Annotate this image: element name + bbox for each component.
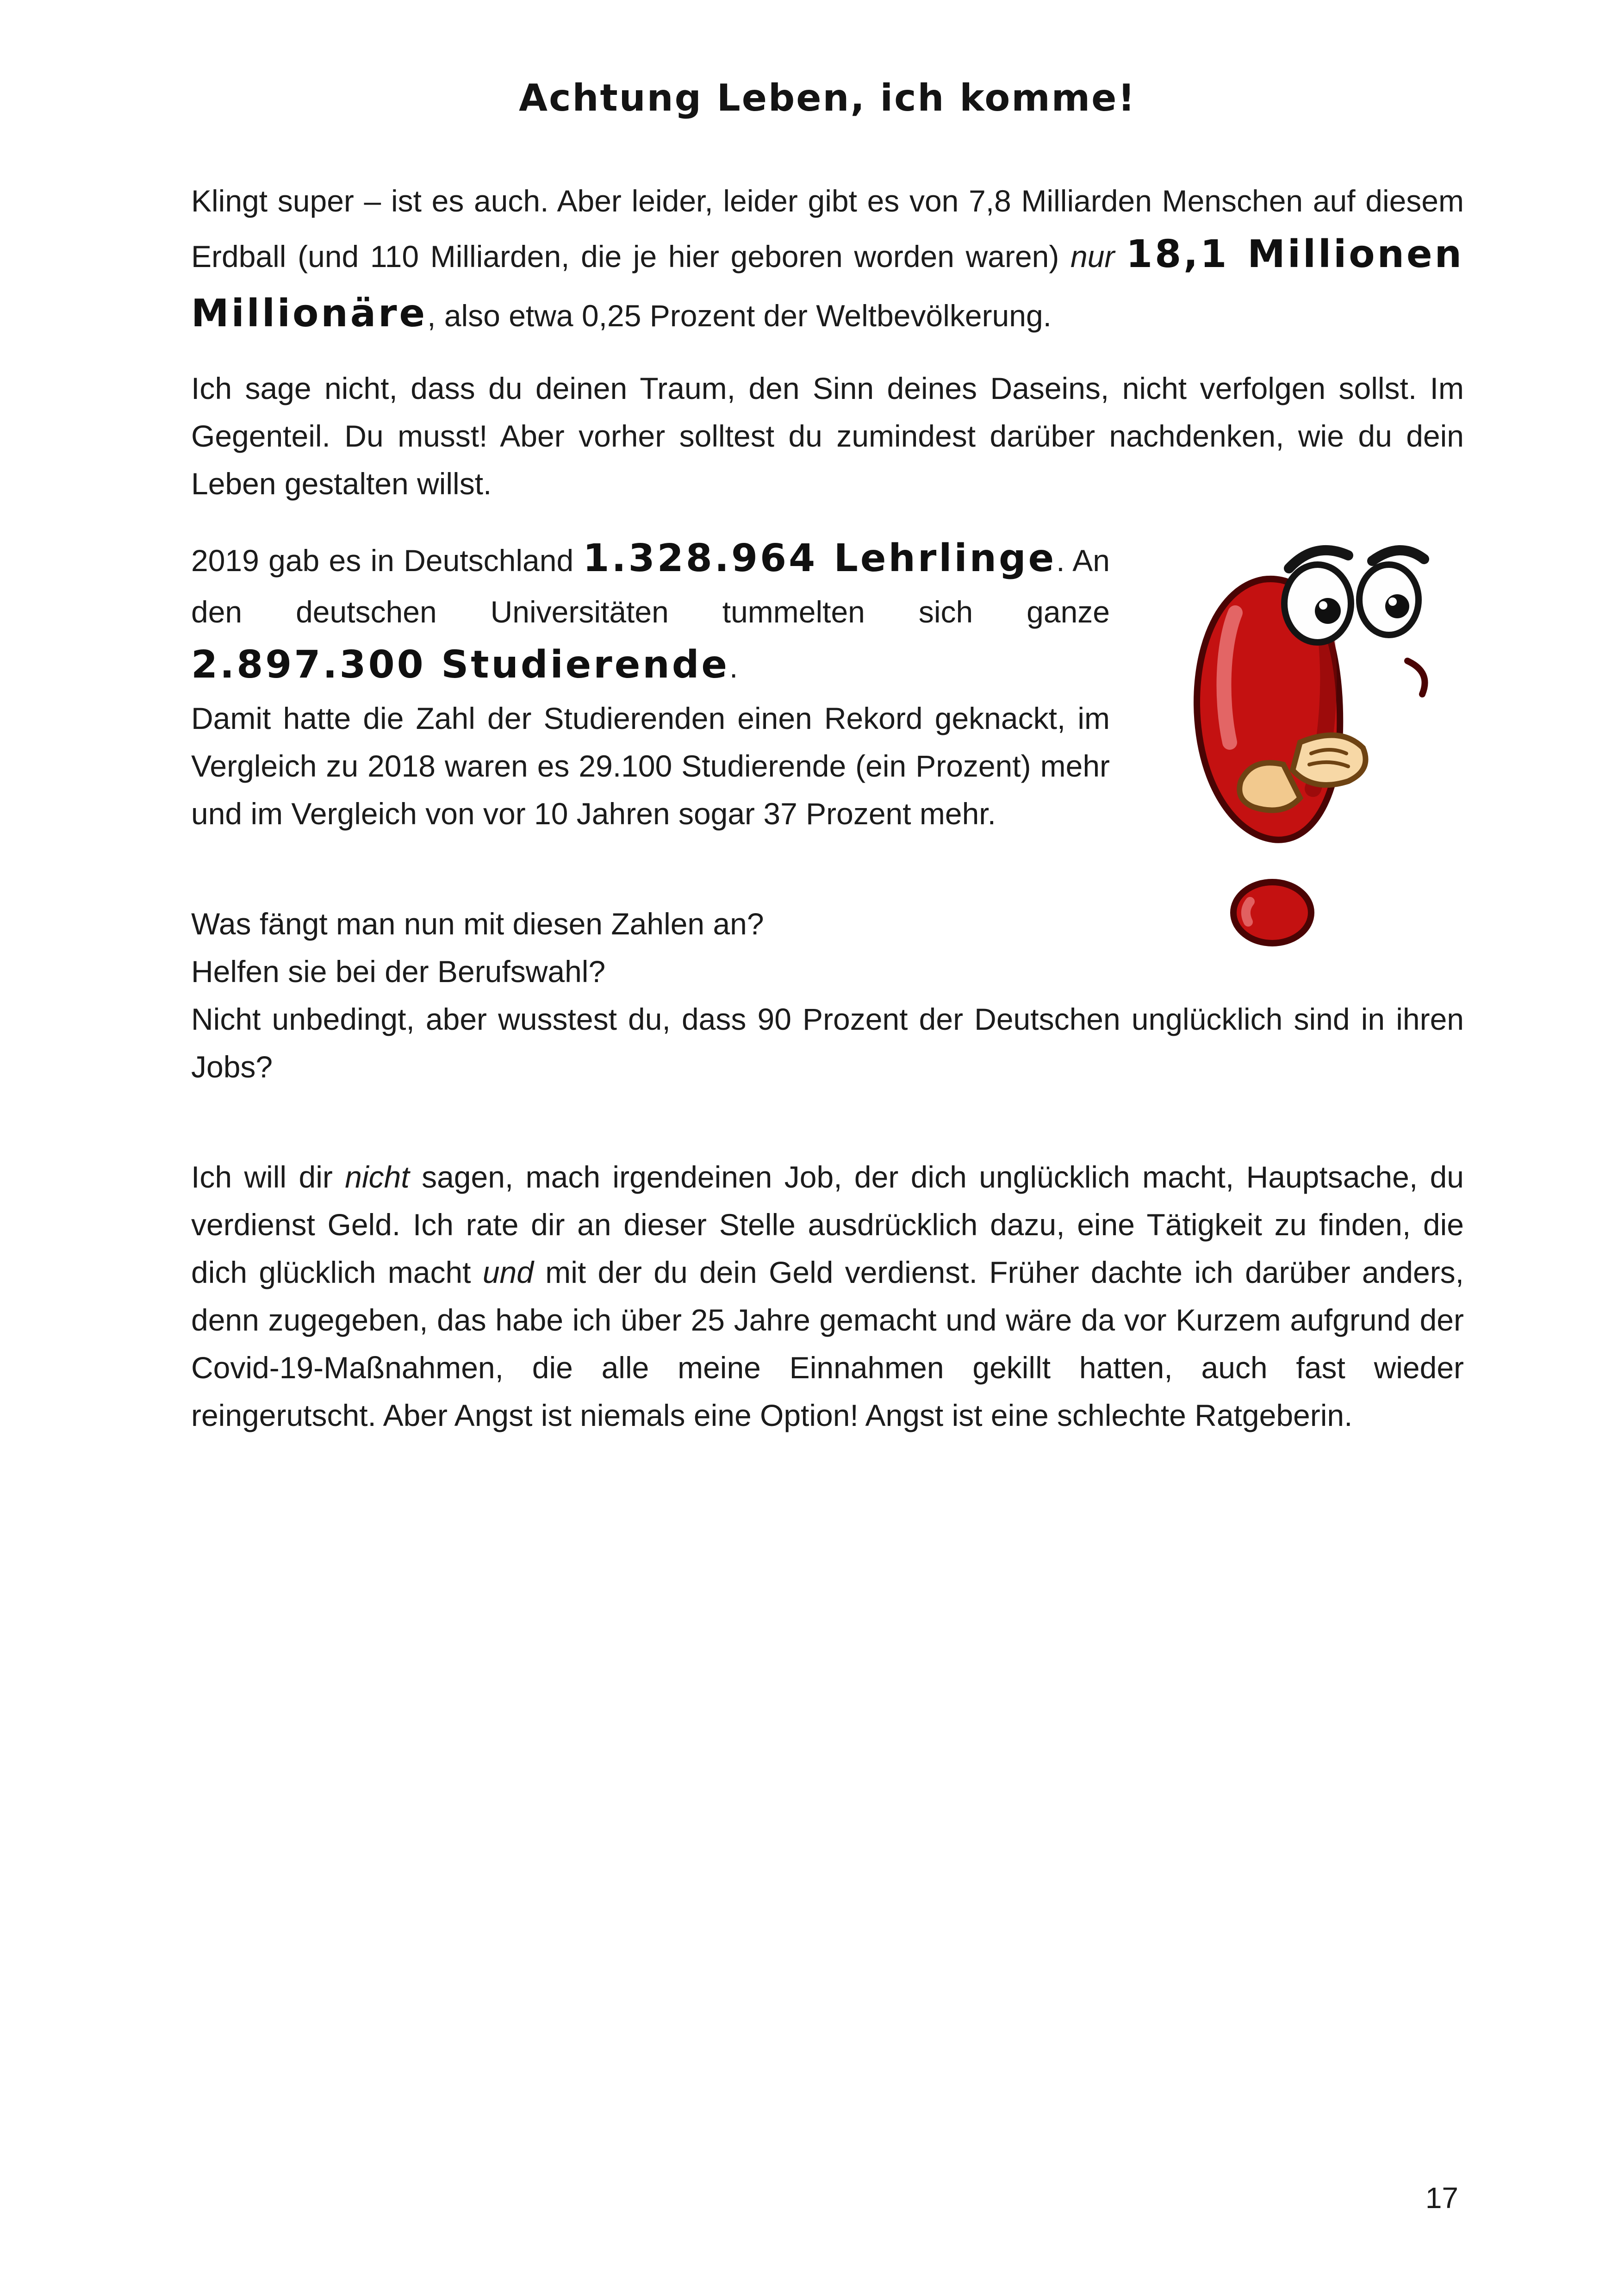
exclamation-figure xyxy=(1145,522,1464,952)
question-line-1: Was fängt man nun mit diesen Zahlen an? xyxy=(191,907,764,941)
text-segment: 2019 gab es in Deutschland xyxy=(191,543,583,578)
question-line-3: Nicht unbedingt, aber wusstest du, dass 90 Prozent der Deutschen unglücklich sind in ihren Jobs? xyxy=(191,1002,1464,1084)
emphasis-nicht: nicht xyxy=(345,1160,410,1195)
emphasis-nur: nur xyxy=(1070,239,1115,274)
marker-millionaires-count: 18,1 Millionen Millionäre xyxy=(191,232,1464,336)
text-segment: Damit hatte die Zahl der Studierenden einen Rekord geknackt, im Vergleich zu 2018 waren es 29.100 Studierende (ein Prozent) mehr und im Vergleich von vor 10 Jahren sogar 37 Prozent mehr. xyxy=(191,701,1110,831)
text-segment xyxy=(1114,239,1126,274)
eyes xyxy=(1284,565,1419,642)
question-line-2: Helfen sie bei der Berufswahl? xyxy=(191,954,606,989)
arm-line xyxy=(1407,661,1425,694)
page-body xyxy=(191,177,1464,1439)
paragraph-6 xyxy=(191,1153,1464,1439)
paragraph-1 xyxy=(191,177,1464,343)
page-number: 17 xyxy=(1425,2181,1458,2215)
text-segment: Klingt super – ist es auch. Aber leider, leider gibt es von 7,8 Milliarden Menschen auf diesem Erdball (und 110 Milliarden, die je hier geboren worden waren) xyxy=(191,184,1464,274)
text-segment: , also etwa 0,25 Prozent der Weltbevölkerung. xyxy=(427,298,1052,333)
text-segment: sagen, mach irgendeinen Job, der dich unglücklich macht, Hauptsache, du verdienst Geld. Ich rate dir an dieser Stelle ausdrücklich dazu, eine Tätigkeit zu finden, die dich glücklich macht xyxy=(191,1160,1464,1289)
eyebrow-right xyxy=(1372,550,1424,561)
text-segment: . xyxy=(729,650,738,684)
marker-students-count: 2.897.300 Studierende xyxy=(191,643,730,687)
marker-apprentices-count: 1.328.964 Lehrlinge xyxy=(583,536,1057,580)
emphasis-und: und xyxy=(482,1255,534,1289)
text-segment: . An den deutschen Universitäten tummelten sich ganze xyxy=(191,543,1110,629)
text-segment: Ich will dir xyxy=(191,1160,345,1195)
paragraph-3 xyxy=(191,529,1464,695)
paragraph-2 xyxy=(191,365,1464,508)
exclamation-dot xyxy=(1233,882,1311,943)
chapter-title: Achtung Leben, ich komme! xyxy=(519,76,1136,119)
text-segment: Ich sage nicht, dass du deinen Traum, den Sinn deines Daseins, nicht verfolgen sollst. Im Gegenteil. Du musst! Aber vorher solltest du zumindest darüber nachdenken, wie du dein Leben gestalten willst. xyxy=(191,371,1464,501)
exclamation-mark-cartoon xyxy=(1145,522,1464,952)
text-segment: mit der du dein Geld verdienst. Früher dachte ich darüber anders, denn zugegeben, das habe ich über 25 Jahre gemacht und wäre da vor Kurzem aufgrund der Covid-19-Maßnahmen, die alle meine Einnahmen gekillt hatten, auch fast wieder reingerutscht. Aber Angst ist niemals eine Option! Angst ist eine schlechte Ratgeberin. xyxy=(191,1255,1464,1432)
